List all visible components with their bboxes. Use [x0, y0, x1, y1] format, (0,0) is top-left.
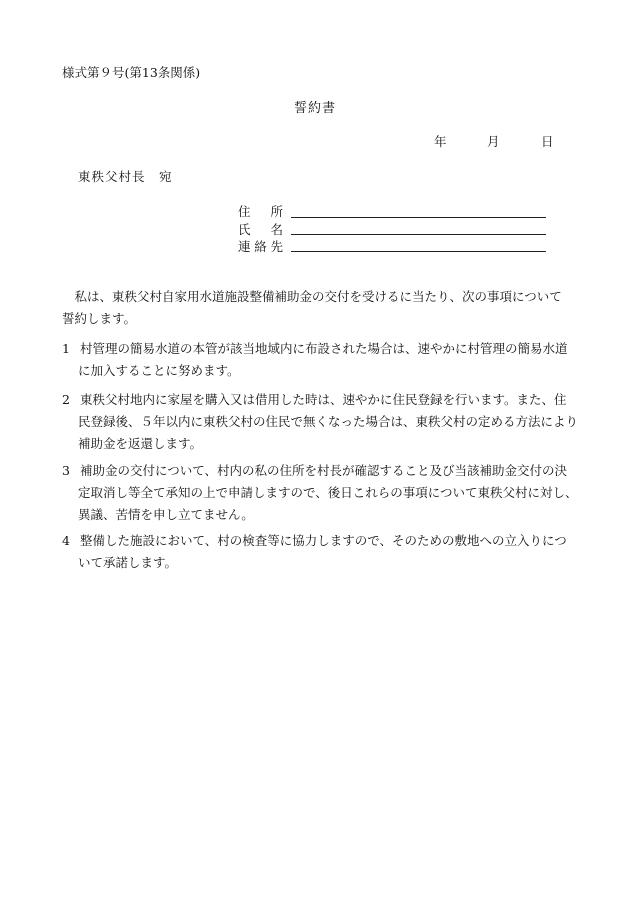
pledge-item-text: 村管理の簡易水道の本管が該当地域内に布設された場合は、速やかに村管理の簡易水道に加入することに努めます。: [78, 341, 568, 378]
contact-label: 連絡先: [238, 239, 283, 254]
pledge-item-3: [62, 460, 578, 526]
pledge-item-text: 東秩父村地内に家屋を購入又は借用した時は、速やかに住民登録を行います。また、住民登録後、５年以内に東秩父村の住民で無くなった場合は、東秩父村の定める方法により補助金を返還します。: [78, 392, 579, 451]
intro-paragraph: 私は、東秩父村自家用水道施設整備補助金の交付を受けるに当たり、次の事項について誓約します。: [62, 289, 562, 326]
date-year-label: 年: [434, 134, 447, 149]
form-number: 様式第９号(第13条関係): [62, 65, 201, 80]
pledge-item-text: 整備した施設において、村の検査等に協力しますので、そのための敷地への立入りについて承諾します。: [78, 533, 567, 570]
pledge-item-2: [62, 389, 578, 455]
name-label: 氏名: [238, 222, 283, 237]
address-line: [291, 217, 546, 218]
date-month-label: 月: [487, 134, 500, 149]
pledge-item-1: [62, 338, 578, 382]
name-line: [291, 234, 546, 235]
pledge-item-number: 1: [62, 341, 70, 356]
pledge-item-number: 2: [62, 392, 70, 407]
address-label: 住所: [238, 204, 283, 219]
pledge-item-text: 補助金の交付について、村内の私の住所を村長が確認すること及び当該補助金交付の決定取消し等全て承知の上で申請しますので、後日これらの事項について東秩父村に対し、異議、苦情を申し立てません。: [78, 463, 578, 522]
date-day-label: 日: [541, 134, 554, 149]
pledge-item-number: 3: [62, 463, 70, 478]
addressee: 東秩父村長 宛: [78, 169, 173, 184]
pledge-item-number: 4: [62, 533, 70, 548]
document-title: 誓約書: [293, 101, 336, 116]
pledge-item-4: [62, 530, 578, 574]
contact-line: [291, 251, 546, 252]
